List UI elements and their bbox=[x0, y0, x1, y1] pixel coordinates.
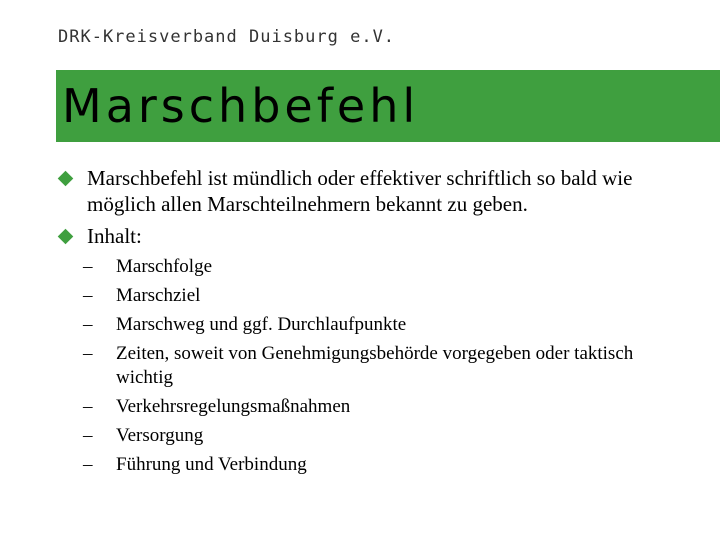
sub-list-item bbox=[56, 453, 676, 477]
sub-item-text: Zeiten, soweit von Genehmigungsbehörde vorgegeben oder taktisch wichtig bbox=[116, 343, 634, 388]
content-sublist bbox=[56, 255, 676, 477]
slide-title: Marschbefehl bbox=[62, 79, 420, 133]
dash-bullet-icon: – bbox=[83, 454, 93, 475]
diamond-bullet-icon bbox=[58, 229, 74, 245]
slide-content bbox=[56, 165, 676, 482]
sub-list-item bbox=[56, 342, 676, 390]
organization-header: DRK-Kreisverband Duisburg e.V. bbox=[58, 27, 396, 47]
title-bar bbox=[56, 70, 720, 142]
sub-list-item bbox=[56, 424, 676, 448]
sub-item-text: Versorgung bbox=[116, 425, 204, 446]
sub-item-text: Marschweg und ggf. Durchlaufpunkte bbox=[116, 314, 407, 335]
bullet-text: Inhalt: bbox=[87, 224, 142, 248]
dash-bullet-icon: – bbox=[83, 314, 93, 335]
dash-bullet-icon: – bbox=[83, 256, 93, 277]
sub-list-item bbox=[56, 255, 676, 279]
sub-item-text: Marschfolge bbox=[116, 256, 213, 277]
bullet-item bbox=[56, 223, 676, 249]
sub-item-text: Führung und Verbindung bbox=[116, 454, 307, 475]
sub-list-item bbox=[56, 313, 676, 337]
sub-list-item bbox=[56, 284, 676, 308]
bullet-text: Marschbefehl ist mündlich oder effektiver schriftlich so bald wie möglich allen Marschteilnehmern bekannt zu geben. bbox=[87, 166, 633, 216]
dash-bullet-icon: – bbox=[83, 285, 93, 306]
sub-list-item bbox=[56, 395, 676, 419]
sub-item-text: Verkehrsregelungsmaßnahmen bbox=[116, 396, 351, 417]
diamond-bullet-icon bbox=[58, 171, 74, 187]
sub-item-text: Marschziel bbox=[116, 285, 201, 306]
dash-bullet-icon: – bbox=[83, 343, 93, 364]
dash-bullet-icon: – bbox=[83, 425, 93, 446]
bullet-item bbox=[56, 165, 676, 217]
dash-bullet-icon: – bbox=[83, 396, 93, 417]
